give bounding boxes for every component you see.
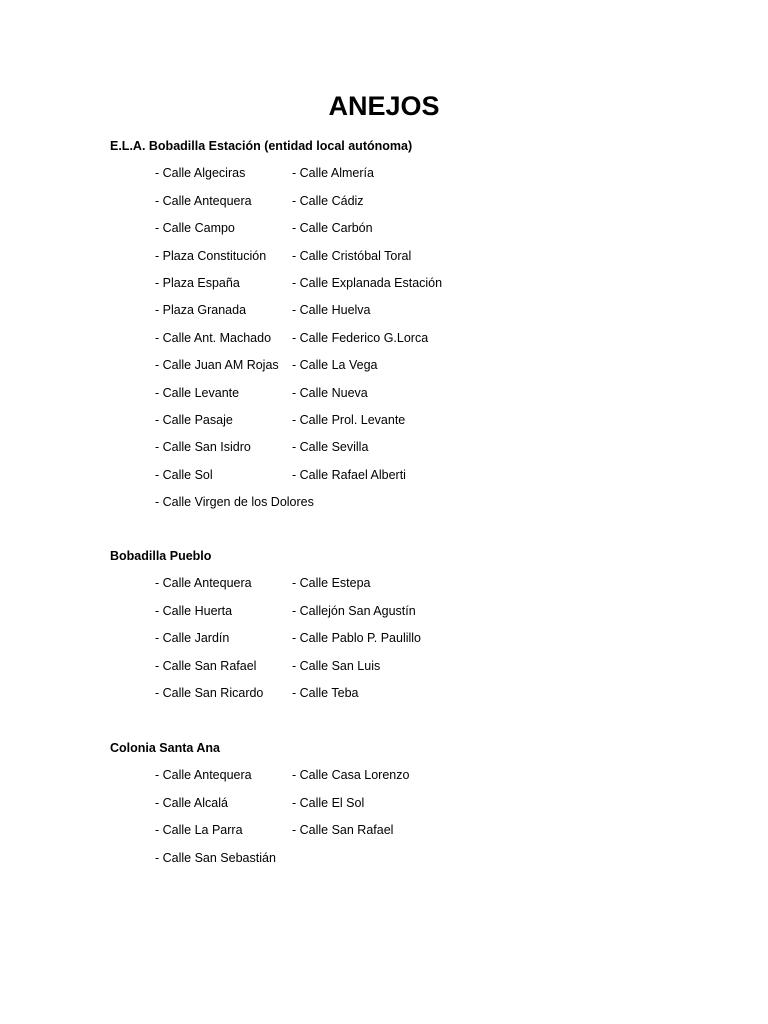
street-name: - Calle Huelva: [292, 303, 371, 318]
street-row: [110, 385, 710, 412]
street-row: [110, 575, 710, 602]
street-name: - Calle Alcalá: [155, 795, 228, 810]
street-name: - Calle Teba: [292, 685, 359, 700]
street-row: [110, 658, 710, 685]
street-name: - Calle Antequera: [155, 576, 252, 591]
street-name: - Calle Almería: [292, 166, 374, 181]
street-row: [110, 220, 710, 247]
street-name: - Calle Algeciras: [155, 166, 246, 181]
street-name: - Calle La Parra: [155, 823, 243, 838]
street-name: - Calle Federico G.Lorca: [292, 330, 429, 345]
street-name: - Callejón San Agustín: [292, 603, 416, 618]
street-name: - Calle Antequera: [155, 193, 252, 208]
section-bobadilla-estacion: [110, 138, 710, 521]
street-name: - Calle Pablo P. Paulillo: [292, 631, 422, 646]
street-name: - Calle Campo: [155, 221, 235, 236]
street-row: [110, 248, 710, 275]
street-name: - Calle La Vega: [292, 358, 378, 373]
section-heading: E.L.A. Bobadilla Estación (entidad local autónoma): [110, 139, 413, 153]
street-row: [110, 412, 710, 439]
street-name: - Calle Juan AM Rojas: [155, 358, 279, 373]
street-list: [110, 165, 710, 521]
street-row: [110, 494, 710, 521]
section-heading: Bobadilla Pueblo: [110, 549, 212, 563]
street-row: [110, 439, 710, 466]
street-name: - Calle Cádiz: [292, 193, 364, 208]
street-row: [110, 165, 710, 192]
street-row: [110, 467, 710, 494]
street-name: - Plaza España: [155, 275, 240, 290]
street-name: - Calle Cristóbal Toral: [292, 248, 412, 263]
street-name: - Plaza Granada: [155, 303, 247, 318]
street-name: - Calle Sol: [155, 467, 213, 482]
street-row: [110, 685, 710, 712]
street-name: - Calle Carbón: [292, 221, 373, 236]
street-name: - Calle San Rafael: [155, 658, 257, 673]
street-row: [110, 822, 710, 849]
street-row: [110, 193, 710, 220]
street-row: [110, 767, 710, 794]
street-name: - Calle Nueva: [292, 385, 368, 400]
street-row: [110, 850, 710, 877]
street-name: - Plaza Constitución: [155, 248, 267, 263]
street-name: - Calle Casa Lorenzo: [292, 768, 410, 783]
street-row: [110, 302, 710, 329]
street-list: [110, 575, 710, 712]
street-name: - Calle Ant. Machado: [155, 330, 272, 345]
street-name: - Calle Rafael Alberti: [292, 467, 406, 482]
section-colonia-santa-ana: [110, 740, 710, 877]
street-name: - Calle Virgen de los Dolores: [155, 495, 314, 510]
street-row: [110, 357, 710, 384]
street-name: - Calle Estepa: [292, 576, 371, 591]
page-title: ANEJOS: [328, 91, 440, 121]
street-name: - Calle Pasaje: [155, 412, 233, 427]
street-name: - Calle El Sol: [292, 795, 365, 810]
street-name: - Calle San Rafael: [292, 823, 394, 838]
street-list: [110, 767, 710, 877]
street-row: [110, 795, 710, 822]
street-row: [110, 275, 710, 302]
section-bobadilla-pueblo: [110, 548, 710, 712]
street-name: - Calle Jardín: [155, 631, 230, 646]
street-name: - Calle Sevilla: [292, 440, 369, 455]
street-name: - Calle Huerta: [155, 603, 233, 618]
section-heading: Colonia Santa Ana: [110, 741, 220, 755]
street-name: - Calle Antequera: [155, 768, 252, 783]
street-name: - Calle Explanada Estación: [292, 275, 443, 290]
street-name: - Calle San Sebastián: [155, 850, 276, 865]
street-row: [110, 603, 710, 630]
street-name: - Calle Prol. Levante: [292, 412, 406, 427]
street-row: [110, 630, 710, 657]
street-name: - Calle San Ricardo: [155, 685, 264, 700]
street-name: - Calle San Isidro: [155, 440, 251, 455]
street-name: - Calle San Luis: [292, 658, 381, 673]
street-name: - Calle Levante: [155, 385, 240, 400]
street-row: [110, 330, 710, 357]
